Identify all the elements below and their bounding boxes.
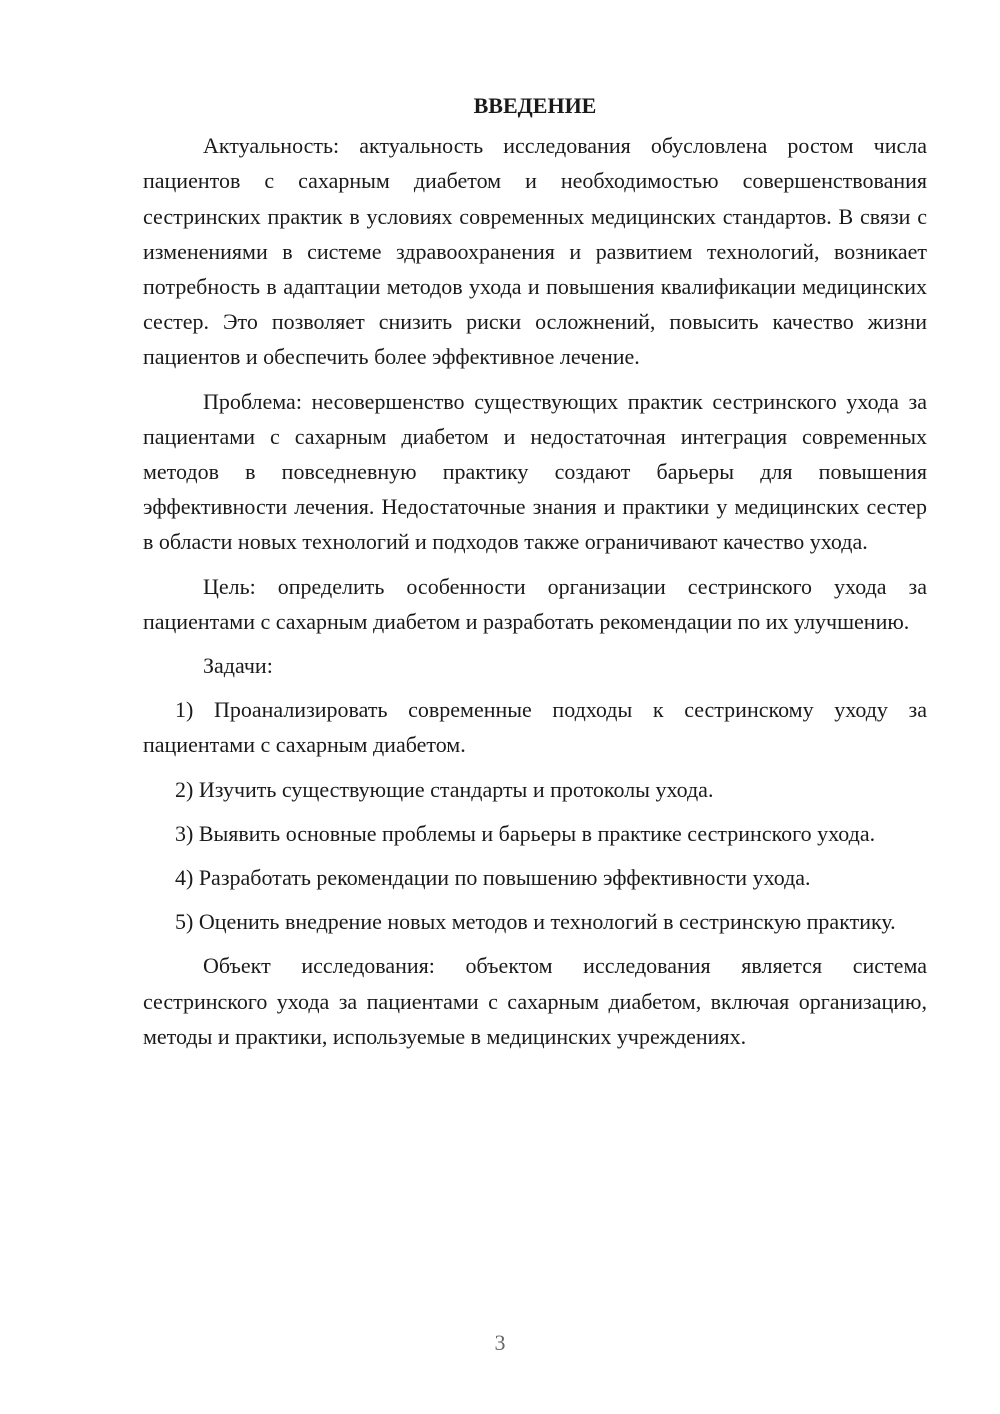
task-item-2: 2) Изучить существующие стандарты и протоколы ухода.	[175, 776, 714, 802]
object-paragraph: Объект исследования: объектом исследования является система сестринского ухода за пациентами с сахарным диабетом, включая организацию, методы и практики, используемые в медицинских учреждениях.	[143, 953, 927, 1049]
task-item-1: 1) Проанализировать современные подходы к сестринскому уходу за пациентами с сахарным диабетом.	[143, 697, 927, 758]
tasks-label: Задачи:	[203, 653, 273, 679]
section-heading: ВВЕДЕНИЕ	[473, 93, 597, 118]
problem-paragraph: Проблема: несовершенство существующих практик сестринского ухода за пациентами с сахарным диабетом и недостаточная интеграция современных методов в повседневную практику создают барьеры для повышения эффективности лечения. Недостаточные знания и практики у медицинских сестер в области новых технологий и подходов также ограничивают качество ухода.	[143, 388, 927, 555]
task-item-5: 5) Оценить внедрение новых методов и технологий в сестринскую практику.	[175, 909, 896, 935]
task-item-3: 3) Выявить основные проблемы и барьеры в практике сестринского ухода.	[175, 820, 876, 846]
goal-paragraph: Цель: определить особенности организации сестринского ухода за пациентами с сахарным диабетом и разработать рекомендации по их улучшению.	[143, 573, 927, 634]
page-number: 3	[494, 1330, 506, 1355]
page-content	[143, 88, 927, 1063]
relevance-paragraph: Актуальность: актуальность исследования обусловлена ростом числа пациентов с сахарным диабетом и необходимостью совершенствования сестринских практик в условиях современных медицинских стандартов. В связи с изменениями в системе здравоохранения и развитием технологий, возникает потребность в адаптации методов ухода и повышения квалификации медицинских сестер. Это позволяет снизить риски осложнений, повысить качество жизни пациентов и обеспечить более эффективное лечение.	[143, 133, 927, 370]
task-item-4: 4) Разработать рекомендации по повышению эффективности ухода.	[175, 865, 811, 891]
